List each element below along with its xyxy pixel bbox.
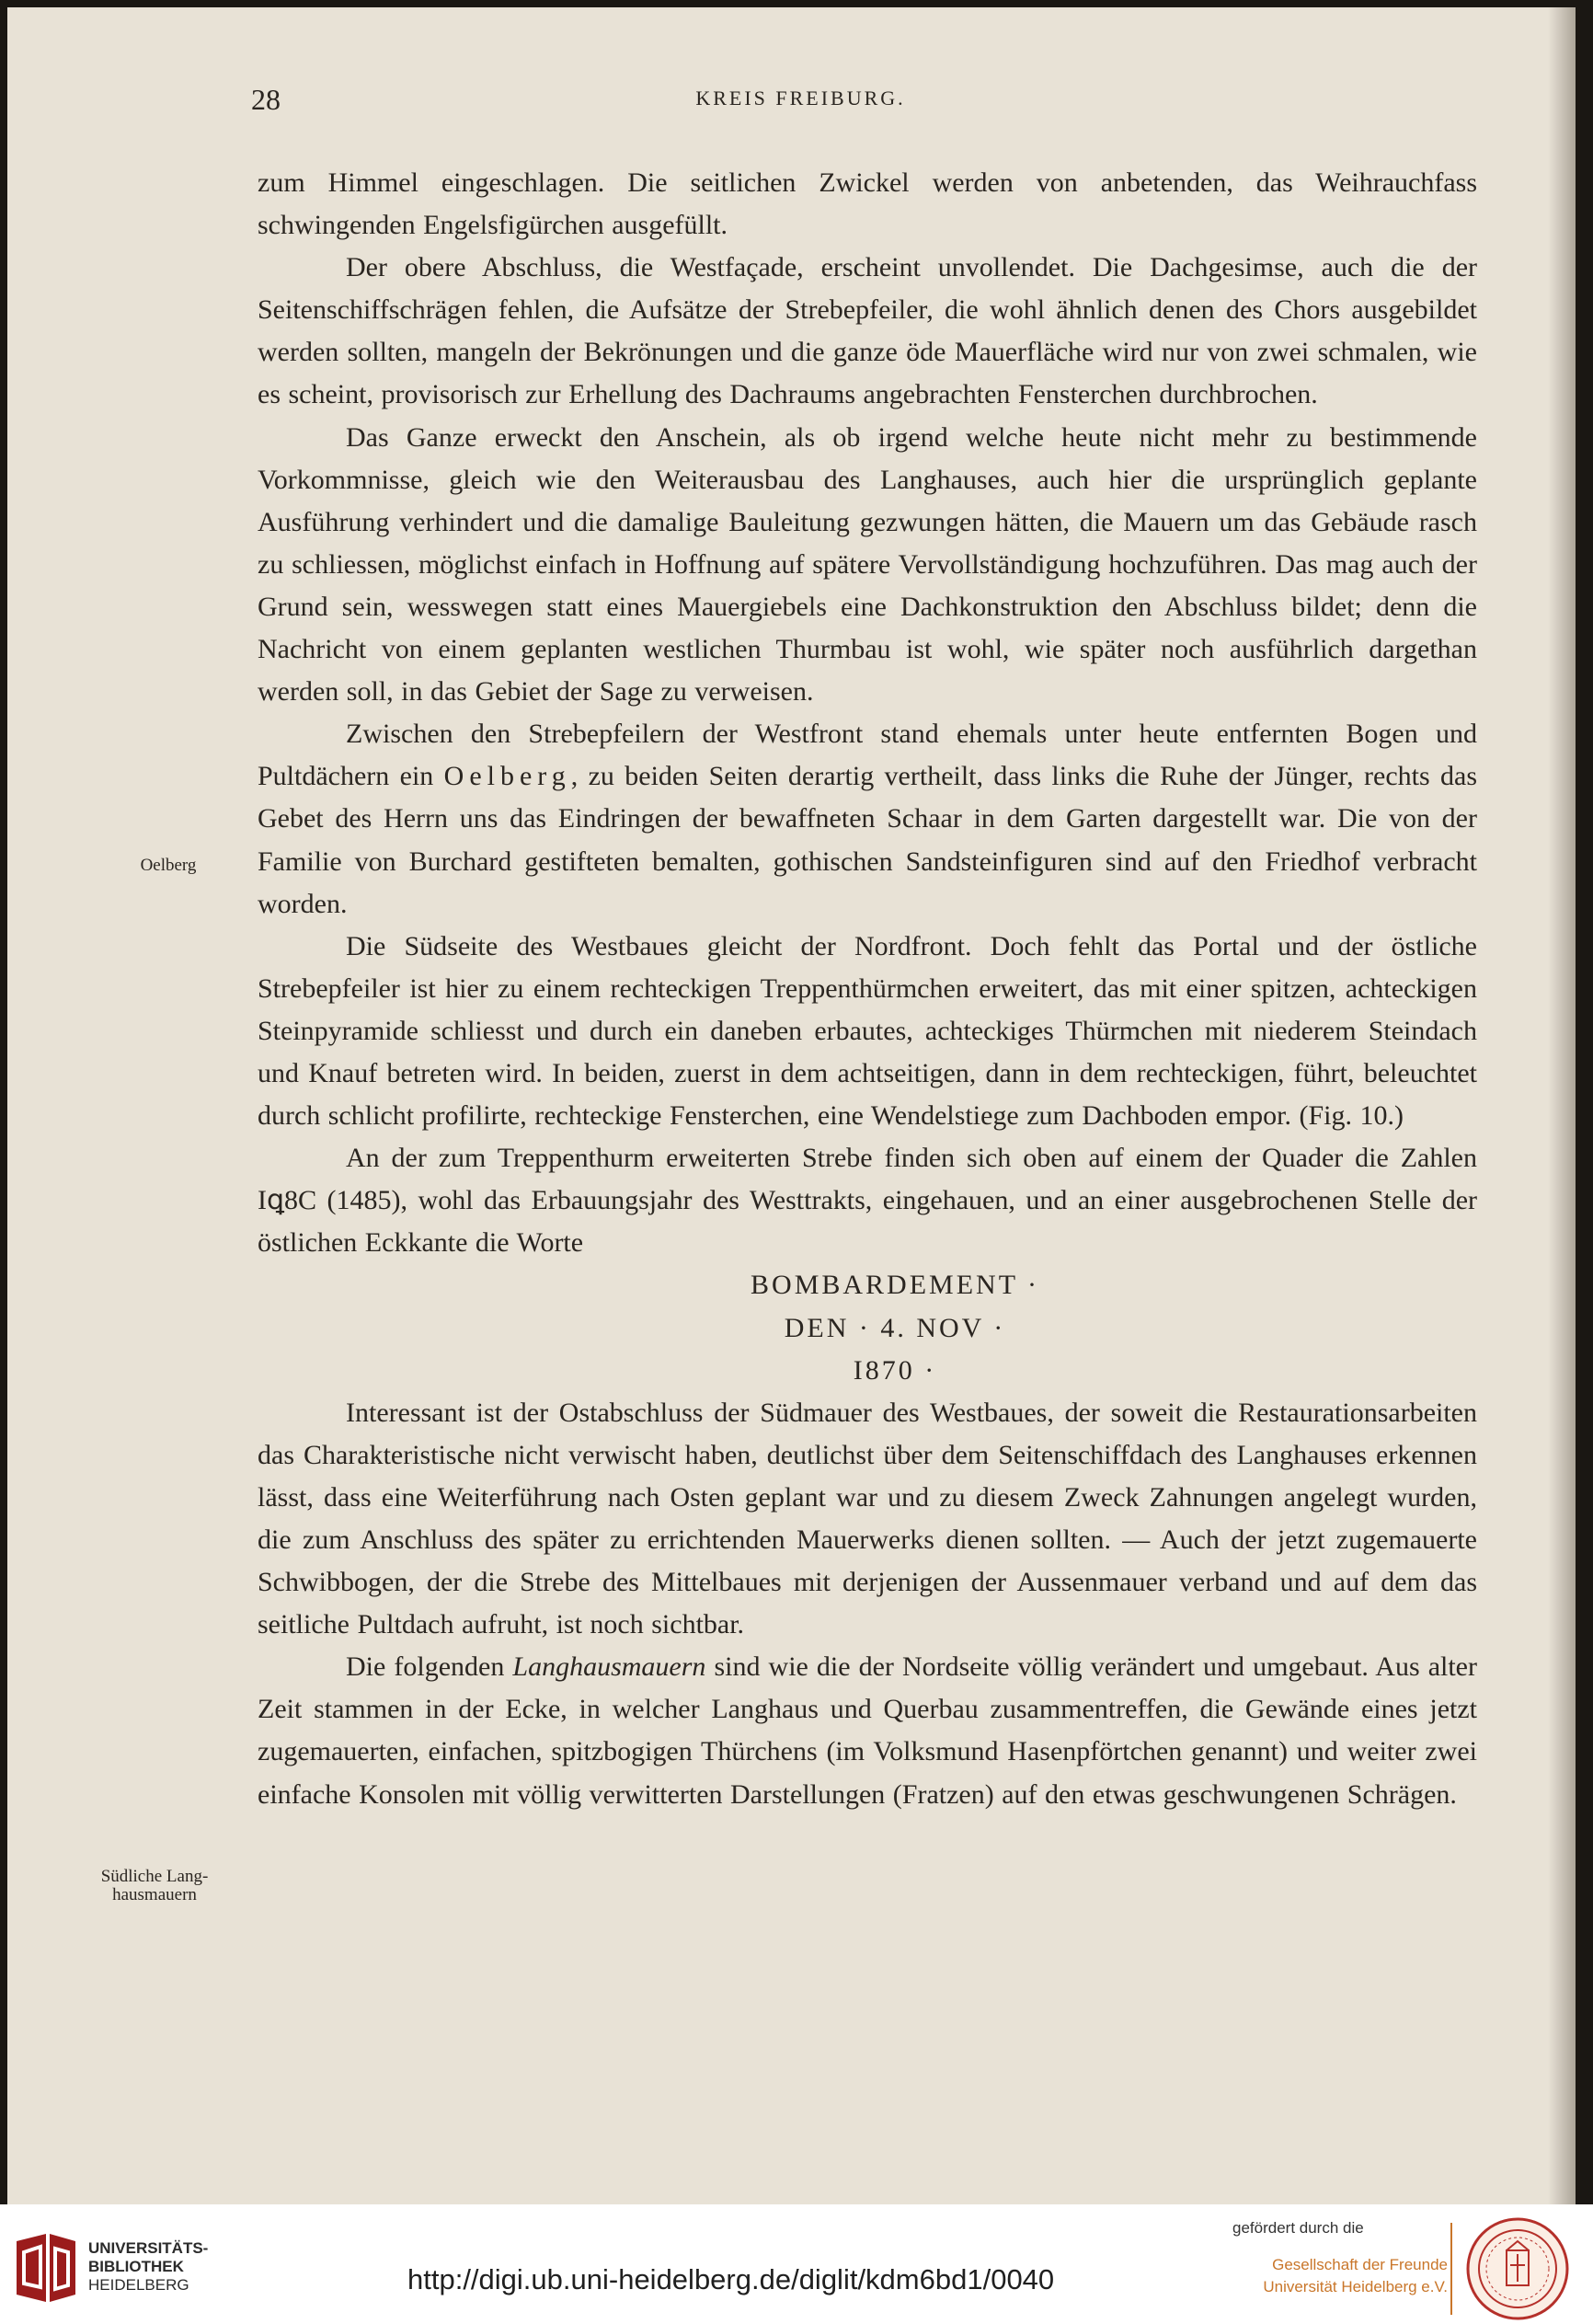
text-run: (1485), wohl das Erbauungsjahr des Westtrakts, eingehauen, und an einer ausgebrochenen Stelle der östlichen Eckkante die Worte (258, 1185, 1477, 1259)
text-run: Die folgenden (346, 1651, 505, 1683)
library-name-line: HEIDELBERG (88, 2276, 189, 2294)
library-name-line: BIBLIOTHEK (88, 2258, 184, 2275)
sponsor-name-line: Gesellschaft der Freunde (1272, 2256, 1448, 2273)
margin-note-langhausmauern (72, 1868, 237, 1904)
inscription-line: BOMBARDEMENT · (751, 1270, 1039, 1301)
margin-note-line: hausmauern (112, 1885, 197, 1904)
paragraph: Der obere Abschluss, die Westfaçade, erscheint unvollendet. Die Dachgesimse, auch die der Seitenschiffschrägen fehlen, die Aufsätze der Strebepfeiler, die wohl ähnlich denen des Chors ausgebildet werden sollten, mangeln der Bekrönungen und die ganze öde Mauerfläche wird nur von zwei schmalen, wie es scheint, provisorisch zur Erhellung des Dachraums angebrachten Fensterchen durchbrochen. (258, 252, 1477, 410)
paragraph: zum Himmel eingeschlagen. Die seitlichen Zwickel werden von anbetenden, das Weihrauchfass schwingenden Engelsfigürchen ausgefüllt. (258, 167, 1477, 241)
library-name (88, 2239, 208, 2295)
sponsor-name (1201, 2254, 1448, 2298)
university-seal-icon (1466, 2217, 1569, 2320)
page-header (7, 83, 1576, 120)
paragraph-oelberg (258, 713, 1477, 925)
page-number: 28 (251, 83, 281, 116)
inscription-line: I870 · (853, 1354, 937, 1386)
margin-note-oelberg: Oelberg (140, 856, 197, 875)
paragraph-inscription-intro (258, 1137, 1477, 1264)
italic-term: Langhausmauern (512, 1651, 706, 1683)
sponsor-label: gefördert durch die (1232, 2219, 1364, 2237)
scanned-page (7, 7, 1576, 2204)
library-name-line: UNIVERSITÄTS- (88, 2239, 209, 2257)
paragraph-langhausmauern (258, 1646, 1477, 1815)
text-run: , zu beiden Seiten derartig vertheilt, dass links die Ruhe der Jünger, rechts das Gebet des Herrn uns das Eindringen der bewaffneten Schaar in dem Garten dargestellt war. Die von der Familie von Burchard gestifteten bemalten, gothischen Sandsteinfiguren sind auf den Friedhof verbracht worden. (258, 761, 1478, 919)
paragraph: Die Südseite des Westbaues gleicht der Nordfront. Doch fehlt das Portal und der östliche Strebepfeiler ist hier zu einem rechteckigen Treppenthürmchen erweitert, das mit einer spitzen, achteckigen Steinpyramide schliesst und durch ein daneben erbautes, achteckiges Thürmchen mit niederem Steindach und Knauf betreten wird. In beiden, zuerst in dem achtseitigen, dann in dem rechteckigen, führt, beleuchtet durch schlicht profilirte, rechteckige Fensterchen, eine Wendelstiege zum Dachboden empor. (Fig. 10.) (258, 930, 1477, 1132)
spaced-term: Oelberg (443, 761, 571, 792)
inscription-line: DEN · 4. NOV · (784, 1312, 1006, 1343)
digitization-footer (0, 2204, 1593, 2324)
permalink-url[interactable]: http://digi.ub.uni-heidelberg.de/diglit/kdm6bd1/0040 (407, 2263, 1055, 2295)
sponsor-name-line: Universität Heidelberg e.V. (1263, 2278, 1448, 2295)
paragraph: Das Ganze erweckt den Anschein, als ob irgend welche heute nicht mehr zu bestimmende Vorkommnisse, gleich wie den Weiterausbau des Langhauses, auch hier die ursprünglich geplante Ausführung verhindert und die damalige Bauleitung gezwungen hätten, die Mauern um das Gebäude rasch zu schliessen, möglichst einfach in Hoffnung auf spätere Vervollständigung hochzuführen. Das mag auch der Grund sein, wesswegen statt eines Mauergiebels eine Dachkonstruktion den Abschluss bildet; denn die Nachricht von einem geplanten westlichen Thurmbau ist wohl, wie später noch ausführlich dargethan werden soll, in das Gebiet der Sage zu verweisen. (258, 421, 1477, 708)
paragraph: Interessant ist der Ostabschluss der Südmauer des Westbaues, der soweit die Restaurationsarbeiten das Charakteristische nicht verwischt haben, deutlichst über dem Seitenschiffdach des Langhauses erkennen lässt, dass eine Weiterführung nach Osten geplant war und zu diesem Zweck Zahnungen angelegt wurden, die zum Anschluss des später zu errichtenden Mauerwerks dienen sollten. — Auch der jetzt zugemauerte Schwibbogen, der die Strebe des Mittelbaues mit derjenigen der Aussenmauer verband und auf dem das seitliche Pultdach aufruht, ist noch sichtbar. (258, 1397, 1477, 1640)
footer-divider (1450, 2223, 1452, 2315)
university-library-logo-icon (13, 2232, 79, 2304)
text-run: sind wie die der Nordseite völlig verändert und umgebaut. Aus alter Zeit stammen in der Ecke, in welcher Langhaus und Querbau zusammentreffen, die Gewände eines jetzt zugemauerten, einfachen, spitzbogigen Thürchens (im Volksmund Hasenpförtchen genannt) und weiter zwei einfache Konsolen mit völlig verwitterten Darstellungen (Fratzen) auf den etwas geschwungenen Schrägen. (258, 1651, 1477, 1810)
text-run: An der zum Treppenthurm erweiterten Strebe finden sich oben auf einem der Quader die Zahlen (346, 1143, 1477, 1174)
margin-note-line: Südliche Lang- (100, 1867, 209, 1886)
text-run: Zwischen den Strebepfeilern der Westfront stand ehemals unter heute entfernten Bogen und Pultdächern ein (258, 719, 1477, 792)
gothic-numeral: Iꝗ8Ϲ (258, 1185, 317, 1216)
body-text (258, 162, 1477, 1816)
running-head: KREIS FREIBURG. (695, 86, 906, 109)
